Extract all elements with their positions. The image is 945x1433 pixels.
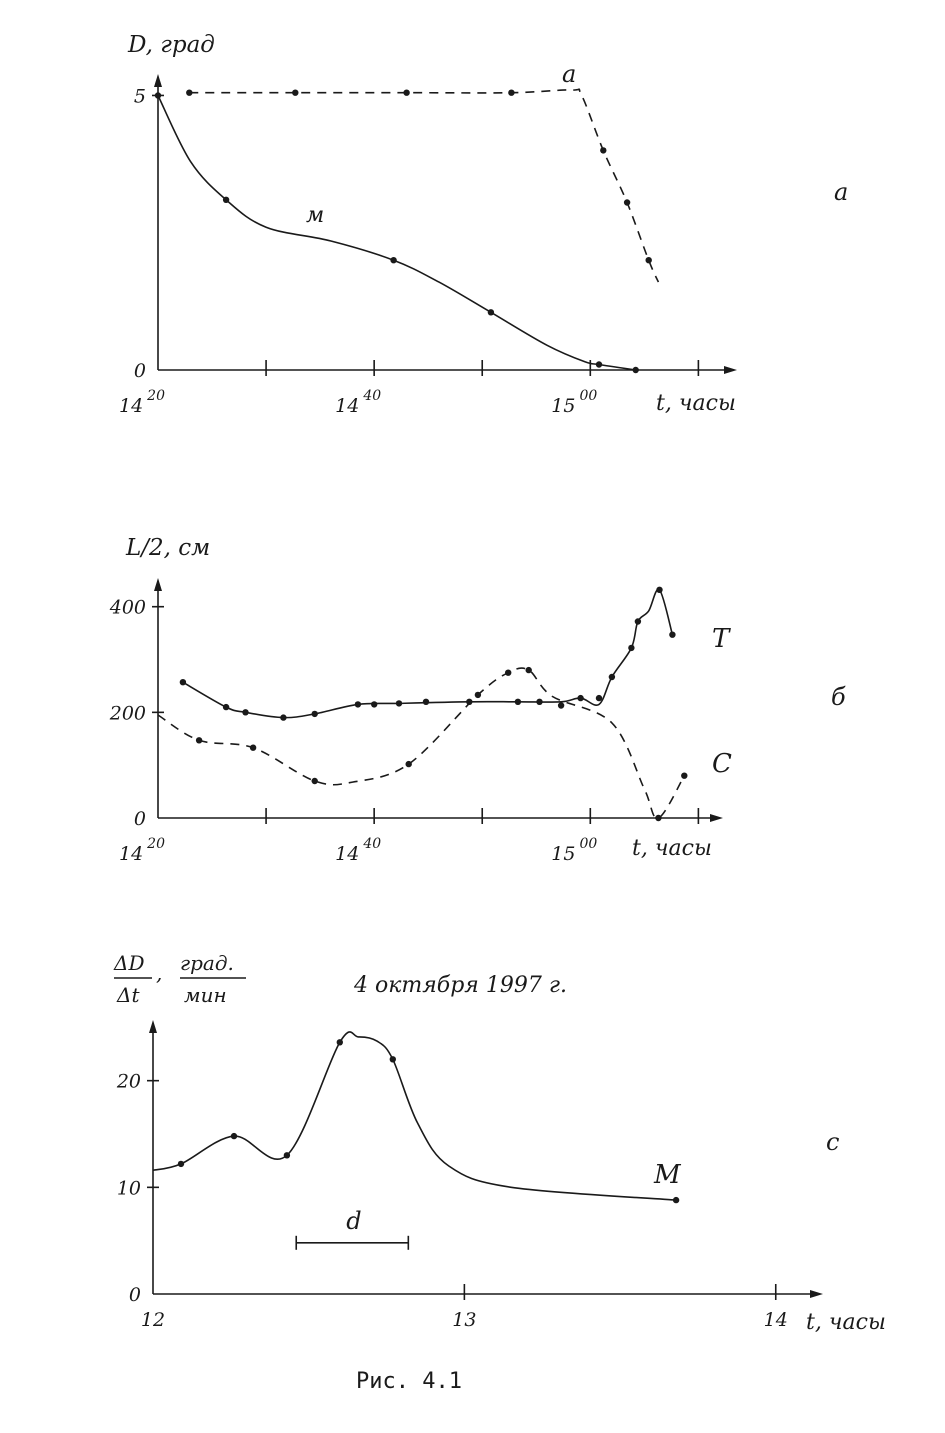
panel-b-y-axis-arrow [154, 578, 162, 591]
panel-b-series-0-point-17 [635, 618, 641, 624]
panel-c-ylabel-comma: , [156, 961, 163, 985]
panel-c-y-tick-label-0: 0 [128, 1284, 141, 1306]
panel-a-series-1-point-2 [403, 90, 409, 96]
panel-b-x-tick-label-1: 14 $^{40}$ [335, 836, 382, 865]
panel-a-series-1-point-5 [624, 199, 630, 205]
panel-b-series-label-T: T [712, 624, 730, 654]
panel-b-series-0-point-13 [577, 695, 583, 701]
panel-c-side-label: с [826, 1128, 840, 1156]
panel-b-series-0-point-1 [223, 704, 229, 710]
panel-b-series-0-point-0 [180, 679, 186, 685]
panel-b-series-label-C: C [712, 749, 732, 779]
panel-b-series-1-point-5 [505, 670, 511, 676]
panel-b-series-0-point-10 [515, 699, 521, 705]
panel-b-series-0-point-7 [396, 700, 402, 706]
panel-a-series-0-line [158, 96, 636, 371]
panel-c-ylabel-numerator: ΔD [114, 951, 145, 975]
panel-a-x-tick-label-2: 15 $^{00}$ [551, 388, 598, 417]
panel-b-series-0-point-12 [558, 702, 564, 708]
panel-c-series-0-point-4 [390, 1056, 396, 1062]
panel-a-ylabel: D, град [128, 32, 215, 58]
panel-a-series-1-line [189, 89, 658, 282]
panel-c-y-tick-label-2: 20 [116, 1070, 141, 1093]
panel-a-series-0-point-5 [633, 367, 639, 373]
panel-a-y-tick-label-1: 5 [133, 85, 146, 108]
panel-b-series-0-point-4 [312, 711, 318, 717]
panel-b [109, 535, 846, 865]
panel-b-y-tick-label-2: 400 [109, 596, 146, 619]
panel-b-ylabel: L/2, см [126, 535, 211, 561]
panel-c-series-label-M: M [654, 1160, 681, 1190]
panel-a-series-1-point-0 [186, 90, 192, 96]
panel-b-xlabel: t, часы [632, 836, 712, 861]
panel-a-y-axis-arrow [154, 74, 162, 87]
panel-b-x-axis-arrow [710, 814, 723, 822]
panel-b-series-1-point-6 [526, 667, 532, 673]
panel-c-y-axis-arrow [149, 1020, 157, 1033]
panel-b-series-0-point-16 [628, 645, 634, 651]
panel-c-ylabel-unit-denominator: мин [184, 983, 227, 1007]
panel-a-series-1-point-4 [600, 147, 606, 153]
panel-b-side-label: б [831, 683, 846, 711]
panel-c-x-axis-arrow [810, 1290, 823, 1298]
panel-a-x-tick-label-1: 14 $^{40}$ [335, 388, 382, 417]
panel-c-y-tick-label-1: 10 [116, 1177, 141, 1200]
panel-b-series-0-point-19 [669, 632, 675, 638]
panel-a-series-1-point-3 [508, 90, 514, 96]
panel-c-x-tick-label-0: 12 [140, 1309, 166, 1331]
panel-a [119, 32, 848, 417]
panel-b-series-0-point-8 [423, 699, 429, 705]
panel-a-series-label-a: а [562, 60, 577, 88]
panel-a-xlabel: t, часы [656, 391, 736, 416]
panel-a-series-0-point-1 [223, 197, 229, 203]
panel-c [113, 951, 886, 1335]
panel-a-x-axis-arrow [724, 366, 737, 374]
panel-c-ylabel-unit-numerator: град. [180, 951, 234, 975]
panel-b-series-1-point-7 [655, 815, 661, 821]
panel-b-series-1-point-8 [681, 773, 687, 779]
panel-c-title: 4 октября 1997 г. [354, 973, 567, 998]
panel-b-series-1-point-1 [250, 745, 256, 751]
panel-b-series-1-point-4 [475, 692, 481, 698]
figure-caption: Рис. 4.1 [356, 1369, 462, 1394]
panel-b-series-0-point-3 [280, 714, 286, 720]
panel-b-x-tick-label-0: 14 $^{20}$ [118, 836, 166, 865]
panel-a-x-tick-label-0: 14 $^{20}$ [118, 388, 166, 417]
panel-c-series-0-line [153, 1032, 676, 1200]
panel-b-series-0-point-15 [609, 674, 615, 680]
panel-a-series-0-point-2 [390, 257, 396, 263]
panel-b-series-0-point-11 [536, 699, 542, 705]
panel-b-y-tick-label-1: 200 [109, 702, 146, 725]
panel-b-x-tick-label-2: 15 $^{00}$ [551, 836, 598, 865]
panel-b-series-0-point-14 [596, 695, 602, 701]
panel-c-series-0-point-1 [231, 1133, 237, 1139]
panel-b-series-1-point-3 [406, 761, 412, 767]
panel-a-series-0-point-3 [488, 309, 494, 315]
panel-c-series-0-point-0 [178, 1161, 184, 1167]
panel-c-ylabel-denominator: Δt [117, 983, 140, 1007]
panel-b-series-0-point-2 [242, 709, 248, 715]
panel-c-series-0-point-2 [284, 1152, 290, 1158]
panel-a-y-tick-label-0: 0 [133, 360, 146, 382]
panel-c-x-tick-label-1: 13 [452, 1309, 477, 1331]
panel-b-series-0-point-5 [355, 701, 361, 707]
panel-b-series-1-point-0 [196, 737, 202, 743]
panel-a-series-0-point-4 [596, 361, 602, 367]
panel-b-y-tick-label-0: 0 [133, 808, 146, 830]
panel-c-series-0-point-5 [673, 1197, 679, 1203]
panel-c-x-tick-label-2: 14 [763, 1309, 788, 1331]
panel-c-interval-label: d [346, 1206, 362, 1235]
panel-a-series-1-point-6 [646, 257, 652, 263]
panel-a-series-label-m: м [306, 203, 325, 228]
panel-b-series-0-point-18 [656, 587, 662, 593]
panel-c-series-0-point-3 [337, 1039, 343, 1045]
panel-c-xlabel: t, часы [806, 1310, 886, 1335]
panel-a-series-0-point-0 [155, 92, 161, 98]
panel-b-series-0-point-6 [371, 701, 377, 707]
panel-b-series-1-point-2 [312, 778, 318, 784]
panel-a-side-label: а [834, 178, 849, 206]
panel-a-series-1-point-1 [292, 90, 298, 96]
